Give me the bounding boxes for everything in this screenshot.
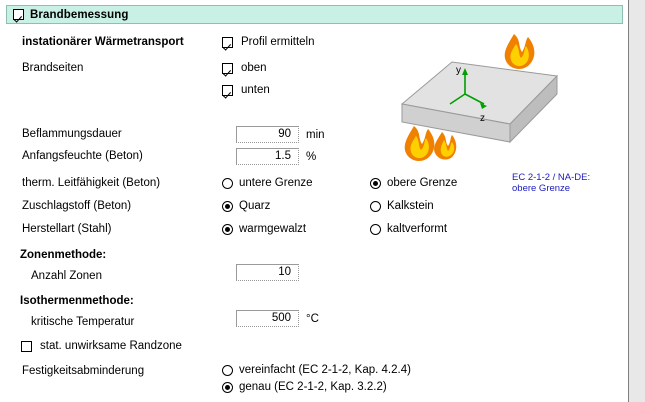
- leitfaehigkeit-option-untere[interactable]: [222, 177, 313, 189]
- axis-y-label: y: [456, 65, 461, 76]
- brandseiten-label: Brandseiten: [22, 62, 84, 74]
- beflammungsdauer-label-row: [22, 128, 122, 140]
- isothermenmethode-title-row: [20, 295, 134, 307]
- herstellart-warmgewalzt-radio[interactable]: [222, 224, 233, 235]
- zuschlagstoff-label: Zuschlagstoff (Beton): [22, 200, 132, 212]
- zuschlagstoff-kalkstein-radio[interactable]: [370, 201, 381, 212]
- zuschlagstoff-kalkstein-label: Kalkstein: [387, 200, 434, 212]
- waermetransport-label: instationärer Wärmetransport: [22, 36, 184, 48]
- slab-3d-graphic: [392, 32, 567, 162]
- herstellart-label: Herstellart (Stahl): [22, 223, 112, 235]
- profil-ermitteln-checkbox[interactable]: [222, 37, 233, 48]
- randzone-label: stat. unwirksame Randzone: [40, 340, 182, 352]
- anfangsfeuchte-row[interactable]: [236, 148, 316, 165]
- leitfaehigkeit-untere-radio[interactable]: [222, 178, 233, 189]
- anzahl-zonen-label: Anzahl Zonen: [31, 270, 102, 282]
- festigkeitsabminderung-vereinfacht-radio[interactable]: [222, 365, 233, 376]
- festigkeitsabminderung-vereinfacht-label: vereinfacht (EC 2-1-2, Kap. 4.2.4): [239, 364, 411, 376]
- brandbemessung-checkbox[interactable]: [13, 9, 24, 20]
- krit-temp-input[interactable]: 500: [236, 310, 299, 327]
- zuschlagstoff-option-kalkstein[interactable]: [370, 200, 434, 212]
- ec-note-line2: obere Grenze: [512, 183, 571, 194]
- anfangsfeuchte-label-row: [22, 150, 143, 162]
- leitfaehigkeit-obere-radio[interactable]: [370, 178, 381, 189]
- scrollbar-gutter[interactable]: [629, 0, 645, 402]
- zuschlagstoff-option-quarz[interactable]: [222, 200, 270, 212]
- brandseiten-oben-label: oben: [241, 62, 267, 74]
- leitfaehigkeit-label-row: [22, 177, 160, 189]
- leitfaehigkeit-label: therm. Leitfähigkeit (Beton): [22, 177, 161, 189]
- herstellart-kaltverformt-label: kaltverformt: [387, 223, 448, 235]
- festigkeitsabminderung-genau-label: genau (EC 2-1-2, Kap. 3.2.2): [239, 381, 387, 393]
- beflammungsdauer-label: Beflammungsdauer: [22, 128, 122, 140]
- festigkeitsabminderung-option-vereinfacht[interactable]: [222, 364, 411, 376]
- leitfaehigkeit-obere-label: obere Grenze: [387, 177, 458, 189]
- anfangsfeuchte-unit: %: [306, 150, 317, 163]
- herstellart-label-row: [22, 223, 111, 235]
- festigkeitsabminderung-option-genau[interactable]: [222, 381, 387, 393]
- slab-svg: [392, 32, 567, 162]
- zuschlagstoff-quarz-radio[interactable]: [222, 201, 233, 212]
- randzone-row[interactable]: [21, 340, 182, 352]
- krit-temp-label-row: [31, 316, 134, 328]
- herstellart-kaltverformt-radio[interactable]: [370, 224, 381, 235]
- brandseiten-unten-row[interactable]: [222, 84, 270, 96]
- page-title: Brandbemessung: [30, 8, 129, 21]
- brandseiten-oben-checkbox[interactable]: [222, 63, 233, 74]
- beflammungsdauer-unit: min: [306, 128, 325, 141]
- flame-bottom-small-icon: [434, 132, 456, 160]
- anfangsfeuchte-label: Anfangsfeuchte (Beton): [22, 150, 143, 162]
- profil-ermitteln-label: Profil ermitteln: [241, 36, 315, 48]
- krit-temp-row[interactable]: [236, 310, 319, 327]
- herstellart-option-kaltverformt[interactable]: [370, 223, 447, 235]
- herstellart-option-warmgewalzt[interactable]: [222, 223, 306, 235]
- ec-note: [512, 172, 590, 194]
- beflammungsdauer-row[interactable]: [236, 126, 325, 143]
- waermetransport-label-row: [22, 36, 184, 48]
- zonenmethode-title-row: [20, 249, 106, 261]
- profil-ermitteln-row[interactable]: [222, 36, 315, 48]
- festigkeitsabminderung-label-row: [22, 365, 144, 377]
- brandseiten-unten-label: unten: [241, 84, 270, 96]
- flame-bottom-icon: [405, 126, 435, 161]
- festigkeitsabminderung-genau-radio[interactable]: [222, 382, 233, 393]
- flame-top-icon: [505, 34, 535, 69]
- axis-z-label: z: [480, 113, 485, 124]
- anzahl-zonen-row[interactable]: [236, 264, 299, 281]
- isothermenmethode-title: Isothermenmethode:: [20, 295, 134, 307]
- leitfaehigkeit-option-obere[interactable]: [370, 177, 457, 189]
- krit-temp-unit: °C: [306, 312, 319, 325]
- anfangsfeuchte-input[interactable]: 1.5: [236, 148, 299, 165]
- leitfaehigkeit-untere-label: untere Grenze: [239, 177, 313, 189]
- zonenmethode-title: Zonenmethode:: [20, 249, 107, 261]
- anzahl-zonen-label-row: [31, 270, 102, 282]
- zuschlagstoff-label-row: [22, 200, 131, 212]
- brandseiten-oben-row[interactable]: [222, 62, 267, 74]
- anzahl-zonen-input[interactable]: 10: [236, 264, 299, 281]
- brandseiten-unten-checkbox[interactable]: [222, 85, 233, 96]
- herstellart-warmgewalzt-label: warmgewalzt: [239, 223, 307, 235]
- brandseiten-label-row: [22, 62, 83, 74]
- krit-temp-label: kritische Temperatur: [31, 316, 135, 328]
- beflammungsdauer-input[interactable]: 90: [236, 126, 299, 143]
- section-header-brandbemessung[interactable]: [6, 5, 623, 24]
- zuschlagstoff-quarz-label: Quarz: [239, 200, 271, 212]
- festigkeitsabminderung-label: Festigkeitsabminderung: [22, 365, 145, 377]
- randzone-checkbox[interactable]: [21, 341, 32, 352]
- ec-note-line1: EC 2-1-2 / NA-DE:: [512, 172, 591, 183]
